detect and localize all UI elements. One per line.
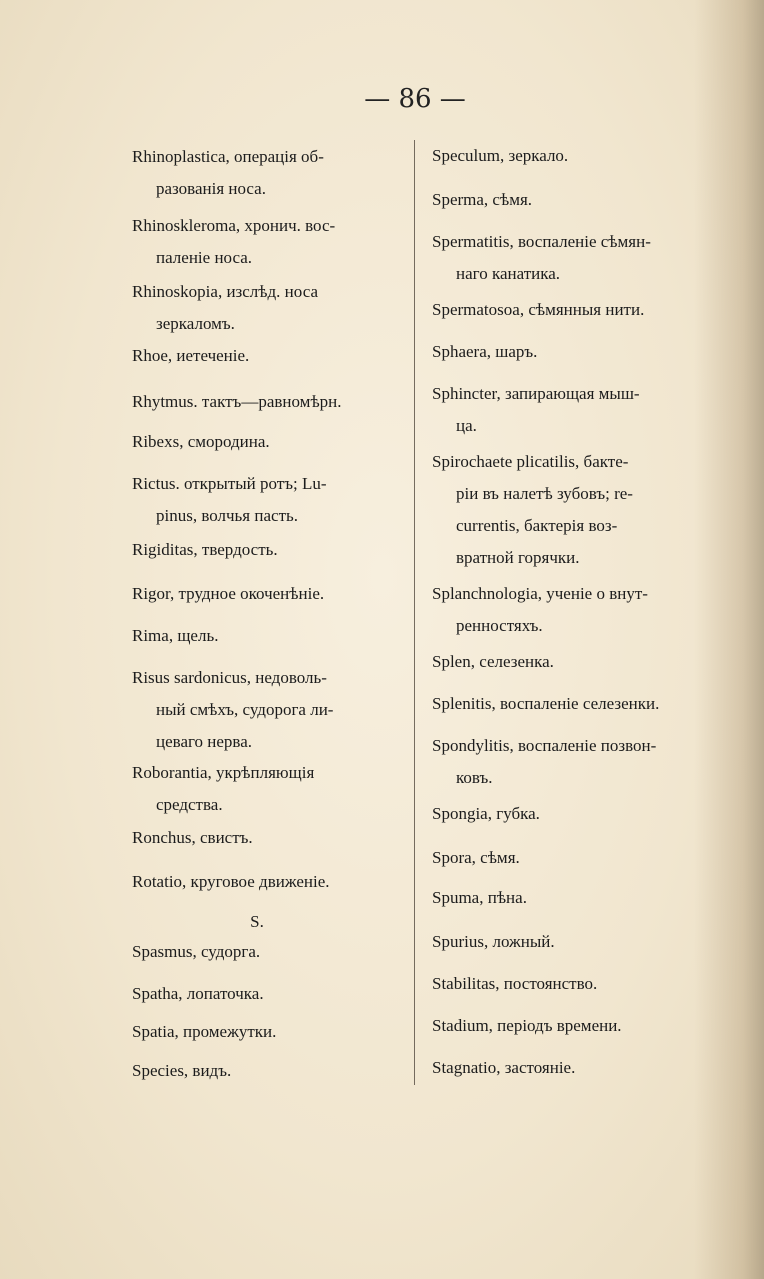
entry-line: Rhinoplastica, операція об-	[132, 147, 324, 166]
dictionary-entry	[432, 968, 704, 1000]
entry-line: Rima, щель.	[132, 626, 219, 645]
dictionary-entry	[132, 578, 404, 610]
entry-line: Splanchnologia, ученіе о внут-	[432, 584, 648, 603]
entry-line: Spirochaete plicatilis, бакте-	[432, 452, 629, 471]
entry-line: Rhinoskopia, изслѣд. носа	[132, 282, 318, 301]
dictionary-entry	[432, 646, 704, 678]
entry-line: ный смѣхъ, судорога ли-	[156, 700, 334, 719]
dictionary-entry	[432, 730, 704, 794]
entry-line: currentis, бактерія воз-	[456, 516, 618, 535]
dictionary-entry	[432, 378, 704, 442]
dictionary-entry	[132, 936, 404, 968]
entry-line: Spatia, промежутки.	[132, 1022, 277, 1041]
dictionary-entry	[132, 662, 404, 758]
dictionary-entry	[432, 294, 704, 326]
dictionary-entry	[432, 140, 704, 172]
entry-line: ренностяхъ.	[456, 616, 543, 635]
entry-line: Spermatosoa, сѣмянныя нити.	[432, 300, 645, 319]
entry-line: Spondylitis, воспаленіе позвон-	[432, 736, 657, 755]
entry-line: Rhytmus. тактъ—равномѣрн.	[132, 392, 342, 411]
entry-line: разованія носа.	[156, 179, 266, 198]
dictionary-entry	[132, 1016, 404, 1048]
entry-line: Sphaera, шаръ.	[432, 342, 538, 361]
dictionary-entry	[432, 184, 704, 216]
dictionary-entry	[132, 534, 404, 566]
dictionary-entry	[432, 926, 704, 958]
entry-line: Risus sardonicus, недоволь-	[132, 668, 327, 687]
entry-line: pinus, волчья пасть.	[156, 506, 299, 525]
entry-line: ковъ.	[456, 768, 493, 787]
entry-line: Spora, сѣмя.	[432, 848, 520, 867]
entry-line: Spuma, пѣна.	[432, 888, 527, 907]
entry-line: Splenitis, воспаленіе селезенки.	[432, 694, 660, 713]
dictionary-entry	[132, 978, 404, 1010]
entry-line: Spongia, губка.	[432, 804, 540, 823]
entry-line: Sperma, сѣмя.	[432, 190, 533, 209]
entry-line: Stagnatio, застояніе.	[432, 1058, 576, 1077]
dictionary-entry	[132, 426, 404, 458]
entry-line: Ronchus, свистъ.	[132, 828, 253, 847]
dictionary-entry	[432, 882, 704, 914]
dictionary-entry	[132, 386, 404, 418]
section-letter: S.	[250, 912, 264, 931]
entry-line: Spurius, ложный.	[432, 932, 555, 951]
entry-line: вратной горячки.	[456, 548, 580, 567]
entry-line: средства.	[156, 795, 223, 814]
dictionary-entry	[432, 1052, 704, 1084]
entry-line: Species, видъ.	[132, 1061, 232, 1080]
dictionary-entry	[132, 822, 404, 854]
entry-line: Splen, селезенка.	[432, 652, 554, 671]
entry-line: Spasmus, судорга.	[132, 942, 261, 961]
entry-line: Roborantia, укрѣпляющія	[132, 763, 315, 782]
entry-line: ріи въ налетѣ зубовъ; re-	[456, 484, 633, 503]
dictionary-entry	[432, 226, 704, 290]
dictionary-entry	[132, 757, 404, 821]
dictionary-entry	[132, 468, 404, 532]
entry-line: ца.	[456, 416, 477, 435]
page-number: — 86 —	[364, 84, 466, 114]
dictionary-entry	[132, 276, 404, 340]
entry-line: Ribexs, смородина.	[132, 432, 270, 451]
entry-line: Rhoe, иетеченіе.	[132, 346, 250, 365]
dictionary-entry	[432, 1010, 704, 1042]
dictionary-entry	[432, 798, 704, 830]
dictionary-entry	[132, 340, 404, 372]
entry-line: Sphincter, запирающая мыш-	[432, 384, 640, 403]
column-divider	[414, 140, 415, 1085]
dictionary-entry	[432, 688, 704, 720]
entry-line: Spatha, лопаточка.	[132, 984, 264, 1003]
dictionary-entry	[432, 842, 704, 874]
entry-line: Spermatitis, воспаленіе сѣмян-	[432, 232, 651, 251]
dictionary-entry	[132, 620, 404, 652]
dictionary-entry	[132, 210, 404, 274]
entry-line: Rotatio, круговое движеніе.	[132, 872, 330, 891]
dictionary-entry	[132, 141, 404, 205]
entry-line: зеркаломъ.	[156, 314, 235, 333]
entry-line: цеваго нерва.	[156, 732, 253, 751]
entry-line: Rigor, трудное окоченѣніе.	[132, 584, 325, 603]
dictionary-entry	[432, 578, 704, 642]
dictionary-entry	[432, 336, 704, 368]
entry-line: паленіе носа.	[156, 248, 253, 267]
entry-line: Rigiditas, твердость.	[132, 540, 278, 559]
dictionary-entry	[432, 446, 704, 574]
entry-line: Speculum, зеркало.	[432, 146, 569, 165]
entry-line: Rictus. открытый ротъ; Lu-	[132, 474, 327, 493]
dictionary-entry	[132, 1055, 404, 1087]
entry-line: Rhinosklеroma, хронич. вос-	[132, 216, 336, 235]
entry-line: наго канатика.	[456, 264, 561, 283]
entry-line: Stadium, періодъ времени.	[432, 1016, 622, 1035]
entry-line: Stabilitas, постоянство.	[432, 974, 598, 993]
dictionary-entry	[132, 866, 404, 898]
